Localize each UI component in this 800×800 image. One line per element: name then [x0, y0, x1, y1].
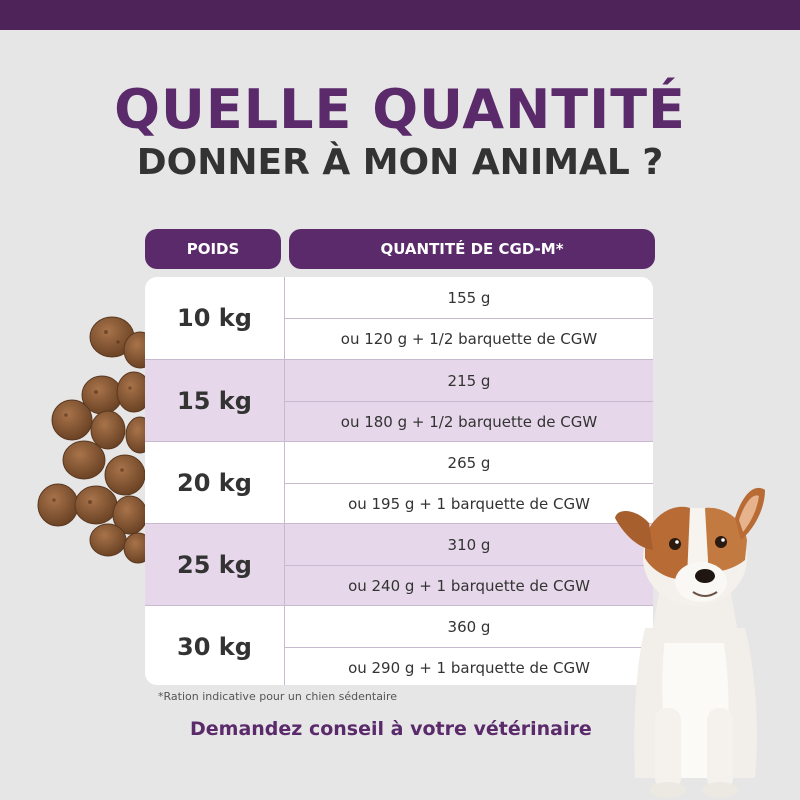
row-alternative: ou 195 g + 1 barquette de CGW	[285, 483, 653, 524]
table-row	[145, 523, 653, 605]
vet-advice: Demandez conseil à votre vétérinaire	[190, 718, 592, 740]
row-quantity: 310 g	[447, 535, 491, 554]
title-line-1: QUELLE QUANTITÉ	[114, 78, 686, 141]
row-weight: 30 kg	[145, 606, 285, 685]
footnote: *Ration indicative pour un chien sédentaire	[158, 690, 398, 703]
row-alternative: ou 120 g + 1/2 barquette de CGW	[285, 318, 653, 359]
row-weight: 10 kg	[145, 277, 285, 359]
row-weight: 15 kg	[145, 360, 285, 442]
header-weight: POIDS	[145, 229, 281, 269]
row-quantity: 265 g	[447, 453, 491, 472]
row-alternative: ou 290 g + 1 barquette de CGW	[285, 647, 653, 685]
row-quantity: 360 g	[447, 617, 491, 636]
table-row	[145, 359, 653, 441]
row-alternative: ou 240 g + 1 barquette de CGW	[285, 565, 653, 606]
kibble-image	[30, 300, 150, 570]
dog-image	[605, 478, 795, 800]
row-quantity: 215 g	[447, 371, 491, 390]
row-quantity: 155 g	[447, 288, 491, 307]
table-row	[145, 441, 653, 523]
header-quantity: QUANTITÉ DE CGD-M*	[289, 229, 655, 269]
table-row	[145, 605, 653, 685]
quantity-table	[145, 277, 653, 685]
title-line-2: DONNER À MON ANIMAL ?	[136, 142, 664, 183]
row-alternative: ou 180 g + 1/2 barquette de CGW	[285, 401, 653, 442]
table-row	[145, 277, 653, 359]
top-banner-bar	[0, 0, 800, 30]
row-weight: 25 kg	[145, 524, 285, 606]
row-weight: 20 kg	[145, 442, 285, 524]
